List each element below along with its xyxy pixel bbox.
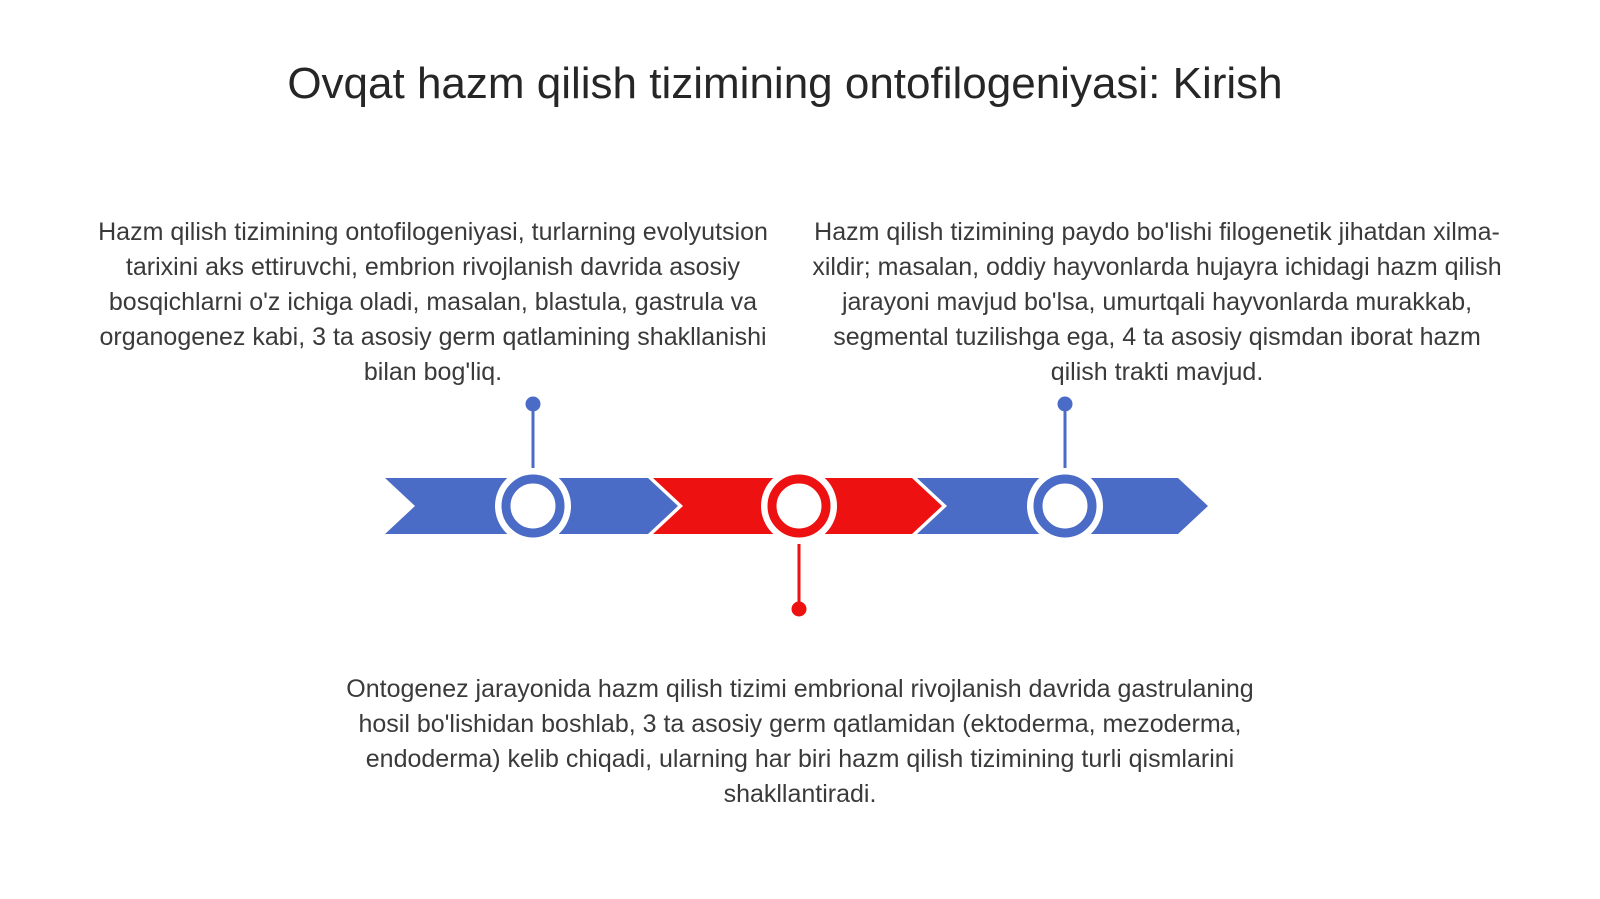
milestone-2-dot <box>792 602 807 617</box>
milestone-2-ring <box>772 479 826 533</box>
milestone-1-ring <box>506 479 560 533</box>
milestone-3-ring <box>1038 479 1092 533</box>
milestone-3-dot <box>1058 397 1073 412</box>
milestone-3-text: Hazm qilish tizimining paydo bo'lishi filogenetik jihatdan xilma-xildir; masalan, oddiy hayvonlarda hujayra ichidagi hazm qilish jarayoni mavjud bo'lsa, umurtqali hayvonlarda murakkab, segmental tuzilishga ega, 4 ta asosiy qismdan iborat hazm qilish trakti mavjud. <box>812 218 1502 386</box>
milestone-1-dot <box>526 397 541 412</box>
milestone-1-text: Hazm qilish tizimining ontofilogeniyasi, turlarning evolyutsion tarixini aks ettiruvchi, embrion rivojlanish davrida asosiy bosqichlarni o'z ichiga oladi, masalan, blastula, gastrula va organogenez kabi, 3 ta asosiy germ qatlamining shakllanishi bilan bog'liq. <box>98 218 768 386</box>
milestone-2-text: Ontogenez jarayonida hazm qilish tizimi embrional rivojlanish davrida gastrulaning hosil bo'lishidan boshlab, 3 ta asosiy germ qatlamidan (ektoderma, mezoderma, endoderma) kelib chiqadi, ularning har biri hazm qilish tizimining turli qismlarini shakllantiradi. <box>346 675 1254 808</box>
slide-title: Ovqat hazm qilish tizimining ontofilogeniyasi: Kirish <box>287 59 1283 108</box>
